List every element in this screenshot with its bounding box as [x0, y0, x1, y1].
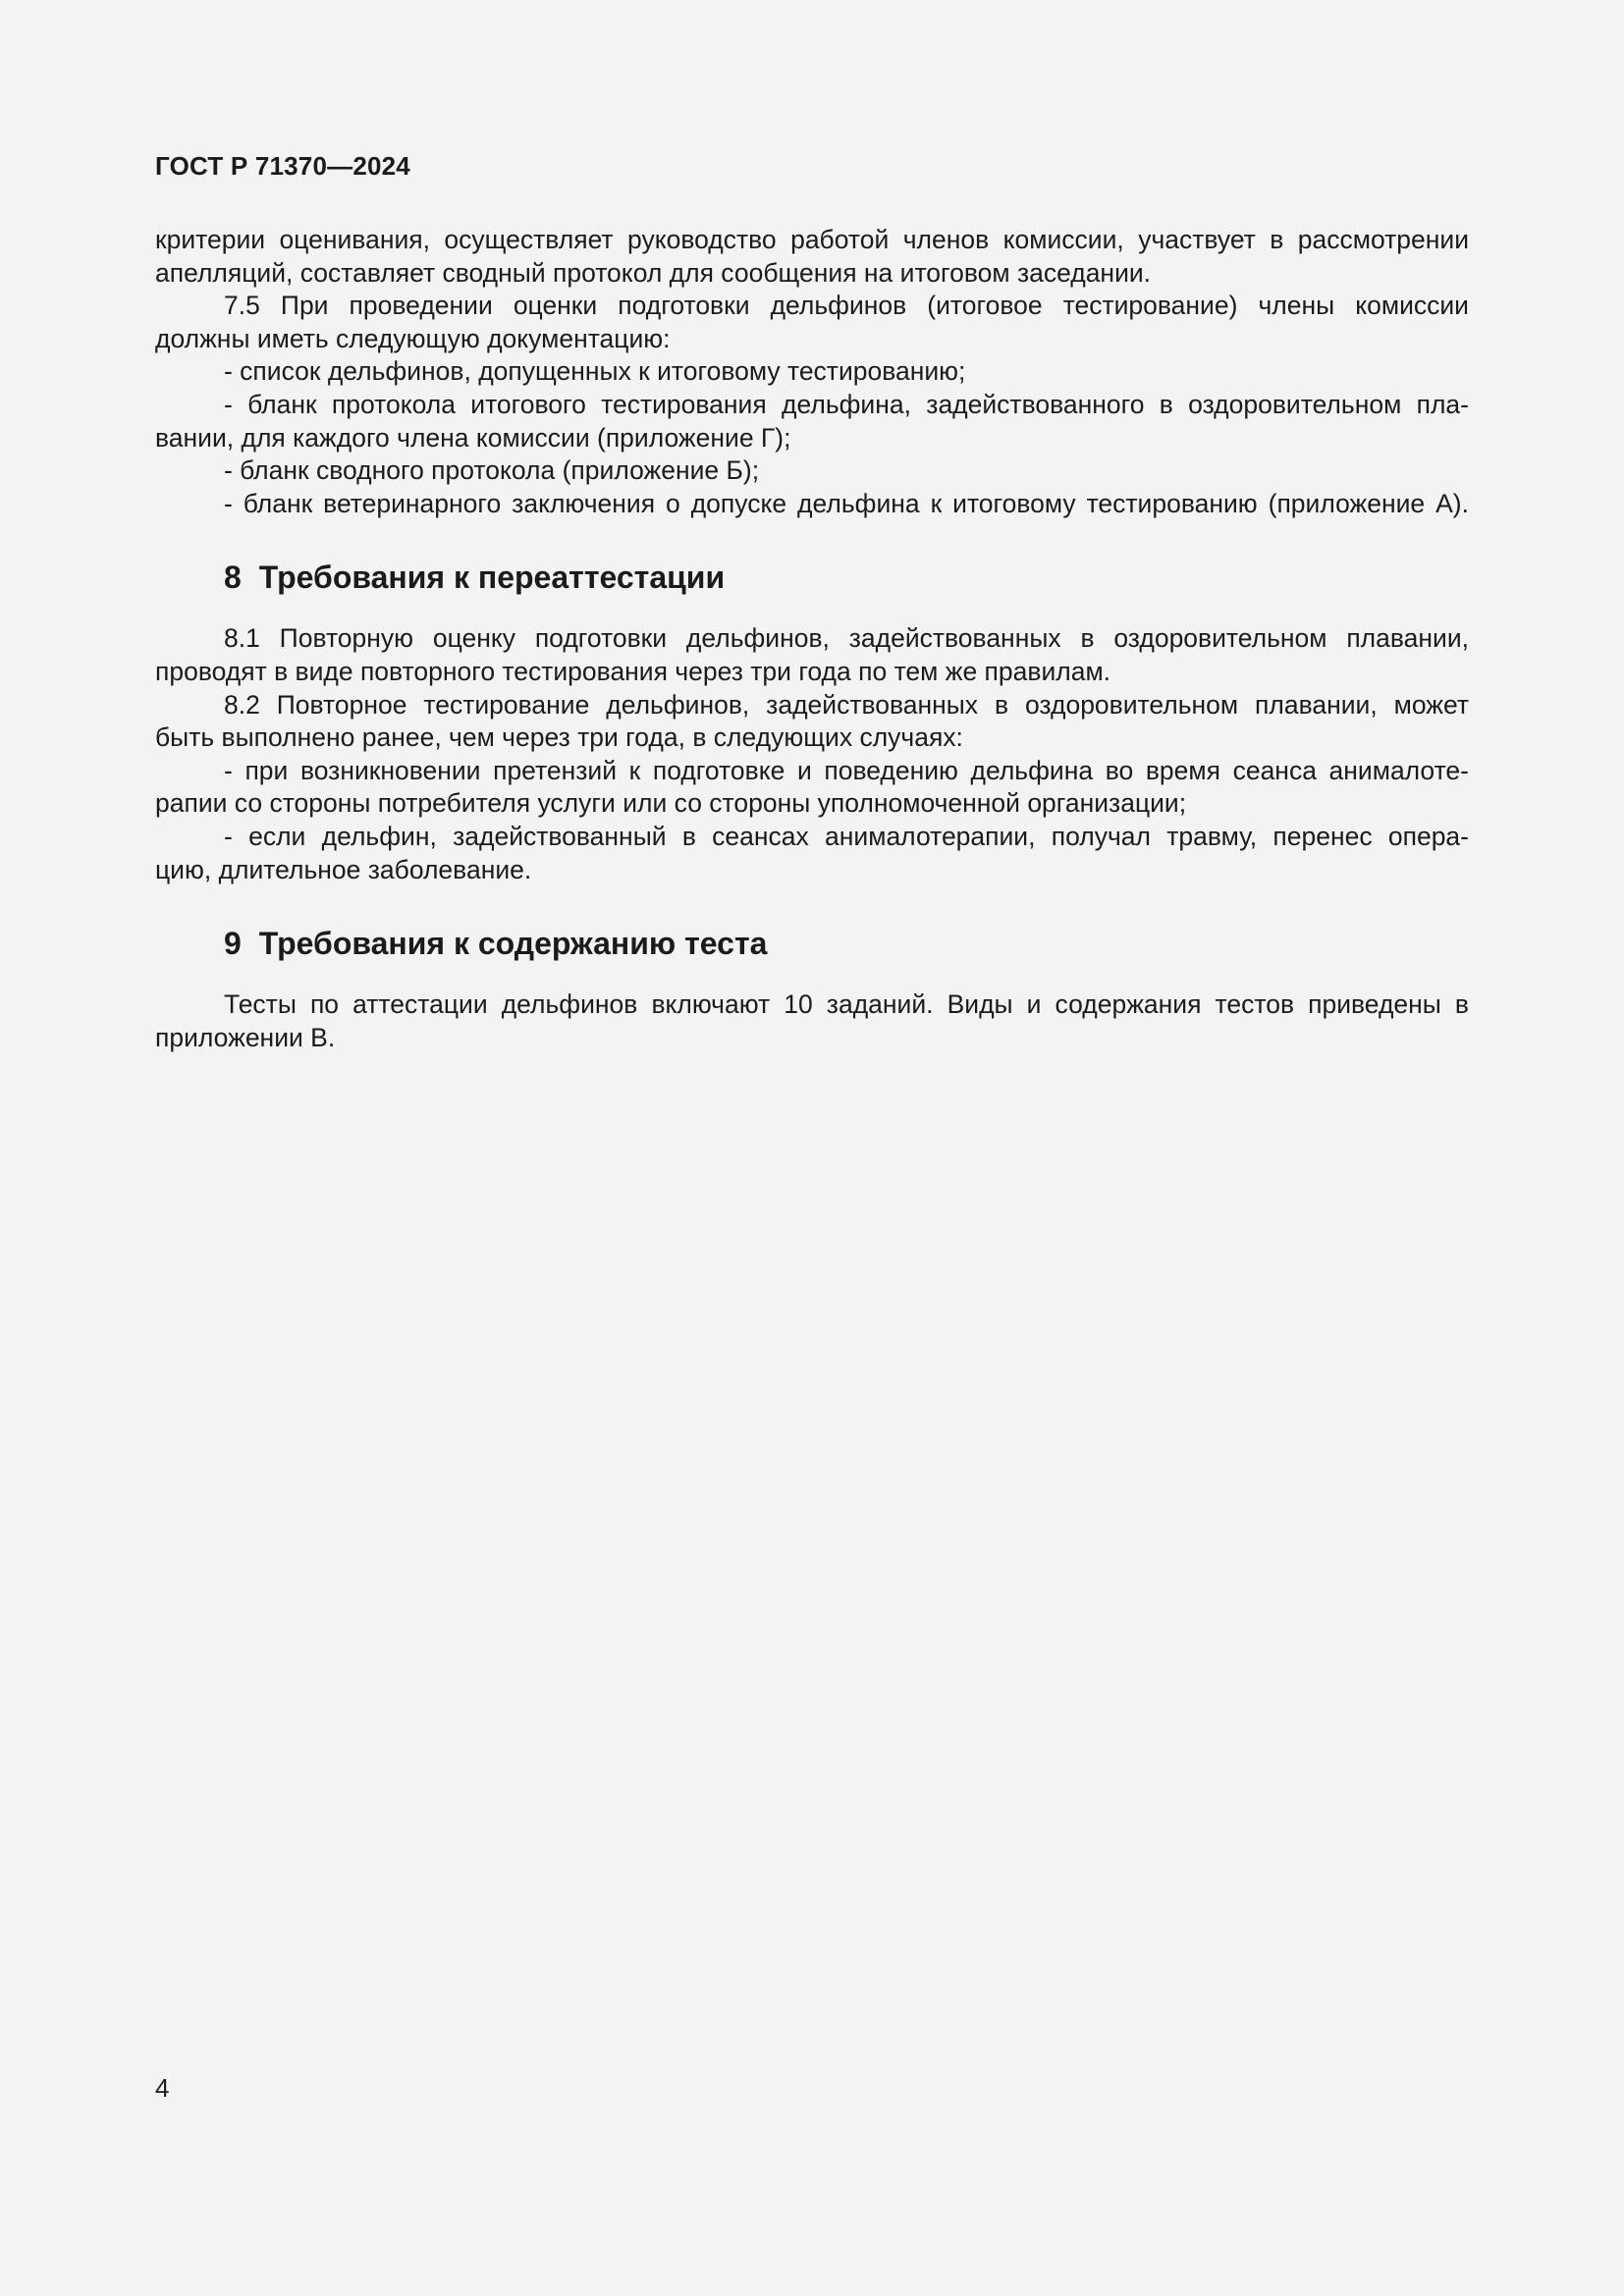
- paragraph-line: быть выполнено ранее, чем через три года, в следующих случаях:: [155, 722, 963, 753]
- list-item: - бланк ветеринарного заключения о допуске дельфина к итоговому тестированию (приложение А).: [224, 488, 1469, 518]
- list-item-continuation: рапии со стороны потребителя услуги или со стороны уполномоченной организации;: [155, 788, 1187, 819]
- paragraph-line: проводят в виде повторного тестирования через три года по тем же правилам.: [155, 656, 1111, 686]
- section-heading-9: [224, 924, 1469, 963]
- list-item: - бланк сводного протокола (приложение Б);: [224, 455, 760, 486]
- list-item: - при возникновении претензий к подготовке и поведению дельфина во время сеанса анималоте-: [224, 755, 1469, 785]
- paragraph-line: приложении В.: [155, 1022, 336, 1052]
- section-title: Требования к переаттестации: [258, 560, 726, 596]
- list-item: - бланк протокола итогового тестирования дельфина, задействованного в оздоровительном пла-: [224, 389, 1469, 419]
- paragraph-line: 8.1 Повторную оценку подготовки дельфинов, задействованных в оздоровительном плавании,: [224, 623, 1469, 654]
- section-heading-8: [224, 558, 1469, 597]
- section-number: 9: [224, 926, 242, 962]
- document-header-id: ГОСТ Р 71370—2024: [155, 151, 410, 181]
- document-body: [155, 224, 1469, 1054]
- paragraph-line: критерии оценивания, осуществляет руководство работой членов комиссии, участвует в рассмотрении: [155, 225, 1469, 254]
- list-item: - если дельфин, задействованный в сеансах анималотерапии, получал травму, перенес опера-: [224, 821, 1469, 851]
- list-item-continuation: вании, для каждого члена комиссии (приложение Г);: [155, 422, 791, 453]
- paragraph-line: Тесты по аттестации дельфинов включают 10 заданий. Виды и содержания тестов приведены в: [224, 989, 1469, 1020]
- paragraph-line: 8.2 Повторное тестирование дельфинов, задействованных в оздоровительном плавании, может: [224, 689, 1469, 720]
- section-number: 8: [224, 560, 242, 596]
- paragraph-line: апелляций, составляет сводный протокол для сообщения на итоговом заседании.: [155, 257, 1152, 288]
- paragraph-line: 7.5 При проведении оценки подготовки дельфинов (итоговое тестирование) члены комиссии: [224, 291, 1469, 321]
- paragraph-line: должны иметь следующую документацию:: [155, 323, 671, 353]
- list-item-continuation: цию, длительное заболевание.: [155, 854, 532, 884]
- section-title: Требования к содержанию теста: [258, 926, 768, 962]
- list-item: - список дельфинов, допущенных к итоговому тестированию;: [224, 356, 966, 387]
- page-number: 4: [155, 2073, 170, 2103]
